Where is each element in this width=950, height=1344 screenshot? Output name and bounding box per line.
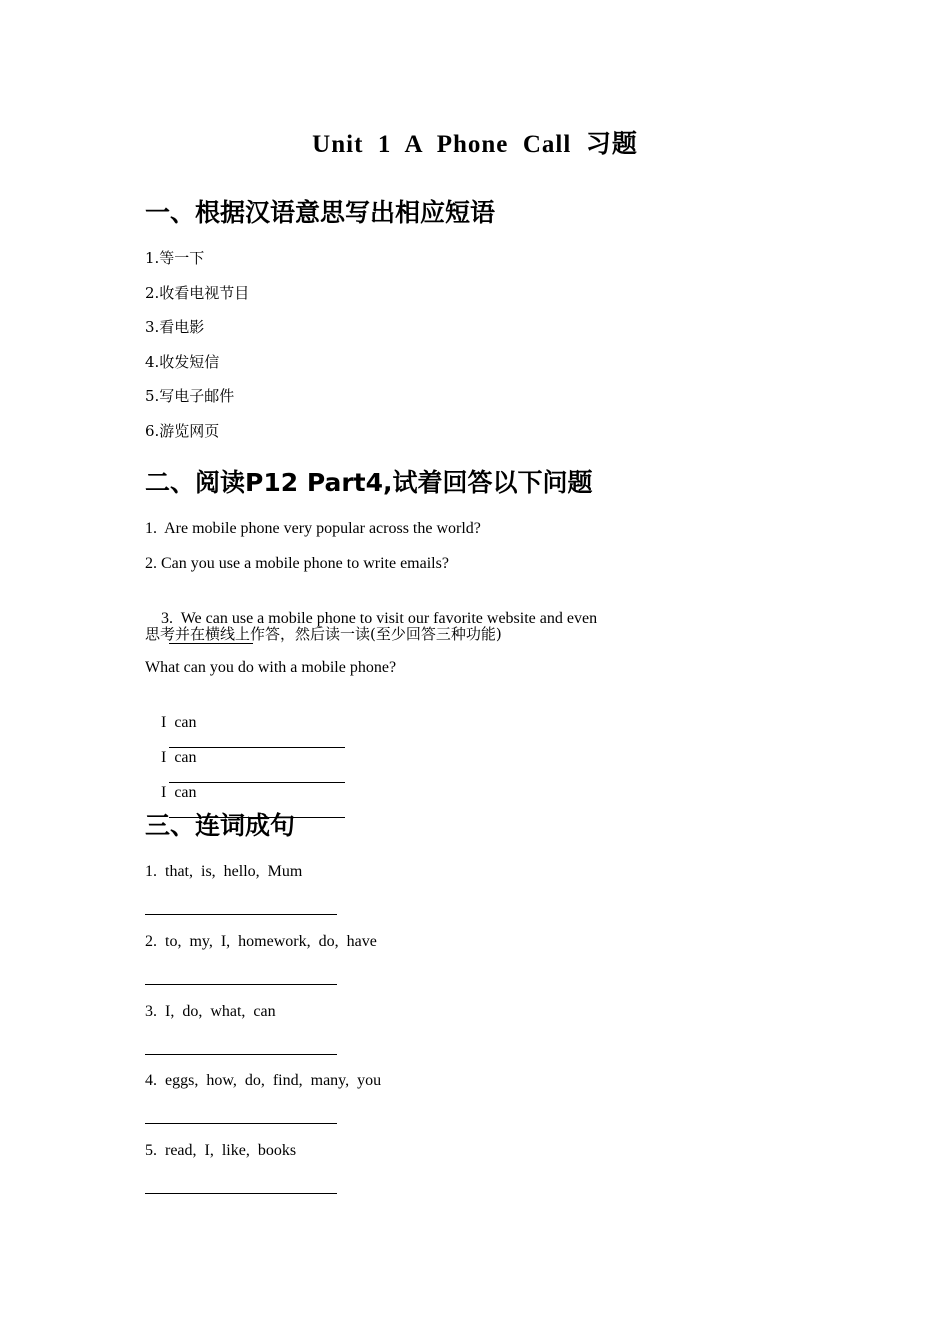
list-item: 4.收发短信 (145, 353, 220, 371)
instruction-text: 思考并在横线上作答，然后读一读(至少回答三种功能) (145, 625, 502, 643)
answer-line[interactable] (145, 984, 337, 985)
answer-line[interactable] (145, 1193, 337, 1194)
list-item: 4. eggs, how, do, find, many, you (145, 1072, 382, 1089)
answer-line[interactable] (145, 914, 337, 915)
list-item: 3. I, do, what, can (145, 1003, 276, 1020)
page-title: Unit 1 A Phone Call 习题 (312, 131, 638, 158)
list-item: 1. that, is, hello, Mum (145, 863, 303, 880)
i-can-label: I can (161, 749, 197, 766)
list-item: 1.等一下 (145, 249, 205, 267)
list-item: 2. to, my, I, homework, do, have (145, 933, 377, 950)
question-2: 2. Can you use a mobile phone to write emails? (145, 555, 449, 572)
list-item: 5.写电子邮件 (145, 387, 235, 405)
list-item: 2.收看电视节目 (145, 284, 250, 302)
list-item: 5. read, I, like, books (145, 1142, 297, 1159)
section-3-heading: 三、连词成句 (145, 811, 296, 840)
prompt-text: What can you do with a mobile phone? (145, 659, 397, 676)
answer-line[interactable] (145, 1123, 337, 1124)
question-1: 1. Are mobile phone very popular across the world? (145, 520, 481, 537)
section-2-heading: 二、阅读P12 Part4,试着回答以下问题 (145, 468, 593, 497)
section-1-heading: 一、根据汉语意思写出相应短语 (145, 198, 496, 227)
i-can-label: I can (161, 714, 197, 731)
i-can-label: I can (161, 784, 197, 801)
question-3-text: 3. We can use a mobile phone to visit our favorite website and even (161, 610, 598, 627)
list-item: 6.游览网页 (145, 422, 220, 440)
list-item: 3.看电影 (145, 318, 205, 336)
answer-line[interactable] (145, 1054, 337, 1055)
